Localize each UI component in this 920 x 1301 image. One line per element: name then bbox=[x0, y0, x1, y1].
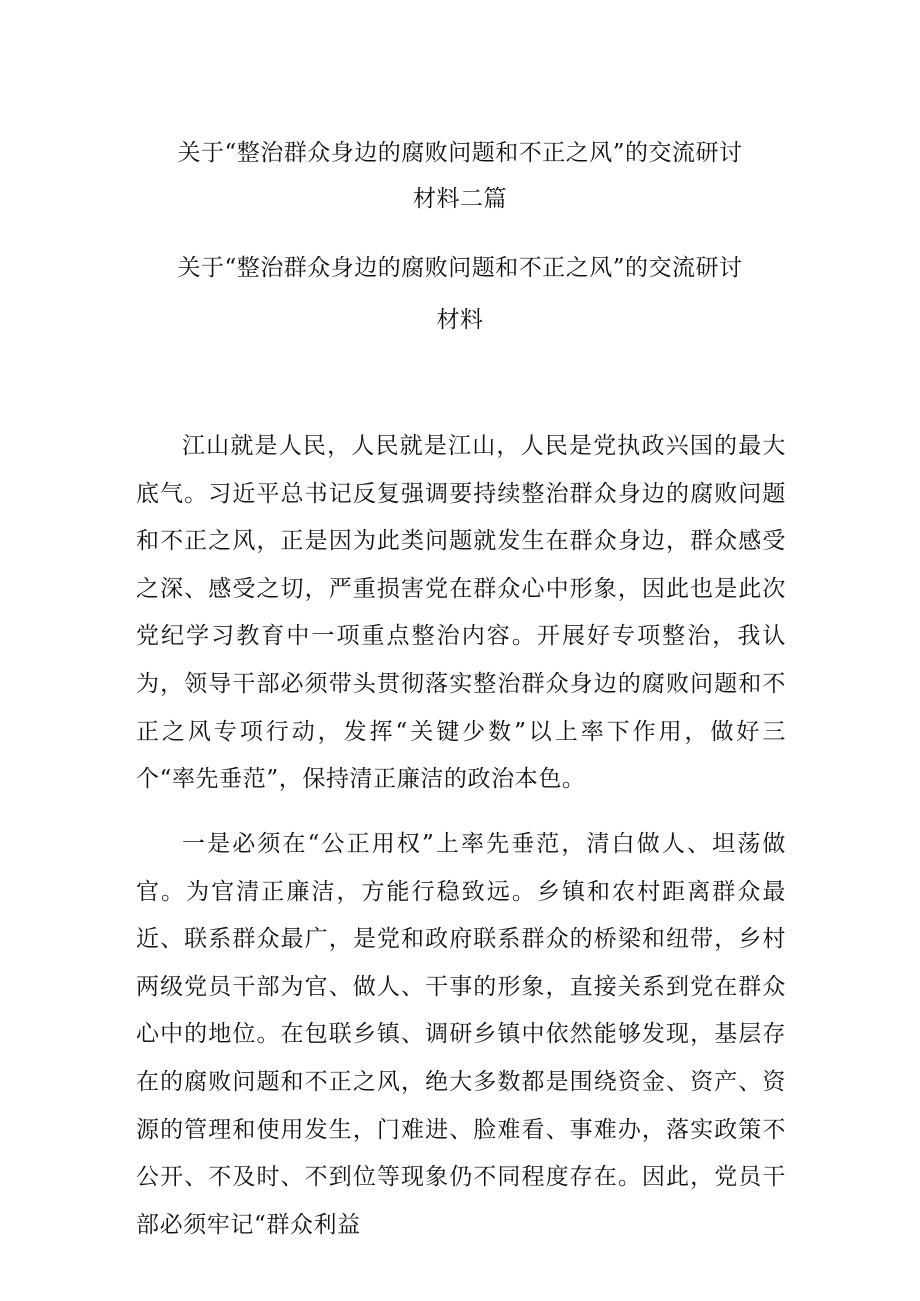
document-subtitle-line-1: 关于“整治群众身边的腐败问题和不正之风”的交流研讨 bbox=[177, 255, 743, 281]
body-paragraph: 一是必须在“公正用权”上率先垂范，清白做人、坦荡做官。为官清正廉洁，方能行稳致远。乡镇和农村距离群众最近、联系群众最广，是党和政府联系群众的桥梁和纽带，乡村两级党员干部为官、做人、干事的形象，直接关系到党在群众心中的地位。在包联乡镇、调研乡镇中依然能够发现，基层存在的腐败问题和不正之风，绝大多数都是围绕资金、资产、资源的管理和使用发生，门难进、脸难看、事难办，落实政策不公开、不及时、不到位等现象仍不同程度存在。因此，党员干部必须牢记“群众利益 bbox=[136, 831, 786, 1238]
body-paragraph: 江山就是人民，人民就是江山，人民是党执政兴国的最大底气。习近平总书记反复强调要持续整治群众身边的腐败问题和不正之风，正是因为此类问题就发生在群众身边，群众感受之深、感受之切，严重损害党在群众心中形象，因此也是此次党纪学习教育中一项重点整治内容。开展好专项整治，我认为，领导干部必须带头贯彻落实整治群众身边的腐败问题和不正之风专项行动，发挥“关键少数”以上率下作用，做好三个“率先垂范”，保持清正廉洁的政治本色。 bbox=[136, 433, 786, 793]
document-subtitle-line-2: 材料 bbox=[436, 307, 484, 333]
document-title-line-2: 材料二篇 bbox=[413, 186, 507, 212]
document-title-line-1: 关于“整治群众身边的腐败问题和不正之风”的交流研讨 bbox=[177, 140, 743, 166]
